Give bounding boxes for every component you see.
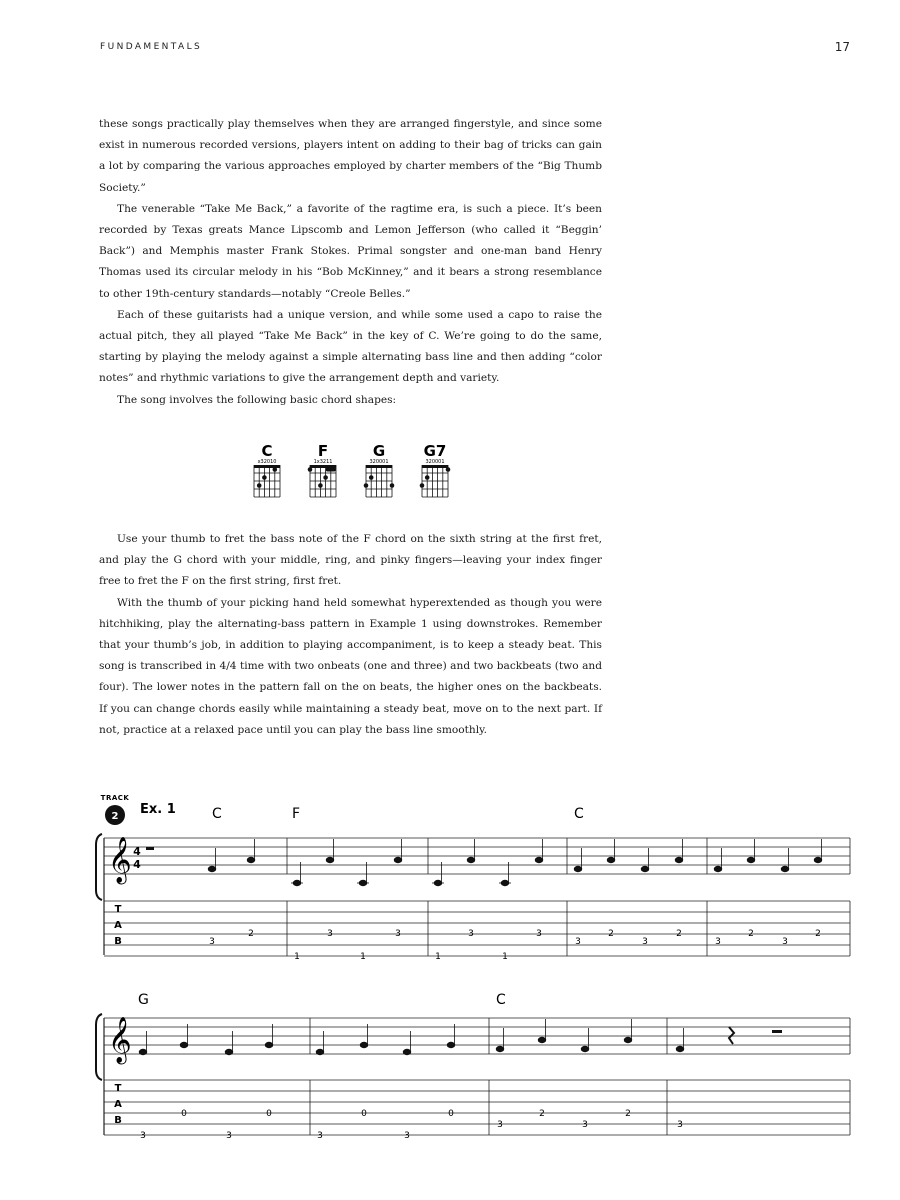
body-text-bottom [99,529,602,741]
track-label: TRACK [100,794,130,802]
chord-fingering: x32010 [257,459,277,465]
tab-number: 3 [404,1131,410,1141]
tab-number: 3 [140,1131,146,1141]
time-signature-top: 4 [133,845,141,858]
tab-number: 1 [360,952,366,962]
tab-number: 2 [539,1109,545,1119]
tab-number: 3 [395,929,401,939]
tab-number: 1 [294,952,300,962]
paragraph: With the thumb of your picking hand held somewhat hyperextended as though you were hitchhiking, play the alternating-bass pattern in Example 1 using downstrokes. Remember that your thumb’s job, in addition to playing accompaniment, is to keep a steady beat. This song is transcribed in 4/4 time with two onbeats (one and three) and two backbeats (two and four). The lower notes in the pattern fall on the on beats, the higher ones on the backbeats. If you can change chords easily while maintaining a steady beat, move on to the next part. If not, practice at a relaxed pace until you can play the bass line smoothly. [99,596,602,736]
notes-system-2 [139,1019,684,1055]
tab-number: 0 [266,1109,272,1119]
example-title: Ex. 1 [140,802,176,817]
tab-numbers-system-2 [140,1109,683,1141]
chord-name: C [261,442,273,460]
tab-number: 1 [502,952,508,962]
tab-number: 3 [582,1120,588,1130]
body-text-top [99,114,602,411]
chord-fingering: 1x3211 [313,459,333,465]
chord-symbol: C [212,806,222,822]
tab-number: 3 [317,1131,323,1141]
tab-number: 3 [575,937,581,947]
treble-clef: 𝄞 [108,837,132,883]
time-signature-bottom: 4 [133,858,141,871]
tab-label-b: B [114,1115,122,1126]
tab-number: 3 [497,1120,503,1130]
tab-number: 3 [226,1131,232,1141]
chord-name: G7 [423,442,447,460]
chord-diagram-g7 [420,442,451,497]
tab-number: 0 [448,1109,454,1119]
chord-symbol: G [138,992,149,1008]
standard-staff-2 [104,1018,850,1135]
section-title: FUNDAMENTALS [100,42,203,52]
music-example [0,780,900,1160]
tab-number: 3 [782,937,788,947]
chord-fingering: 320001 [369,459,389,465]
chord-diagram-f [308,442,336,497]
tab-number: 0 [181,1109,187,1119]
tab-staff-2 [104,1080,850,1135]
tab-label-b: B [114,936,122,947]
paragraph: The song involves the following basic chord shapes: [117,393,397,406]
paragraph: Use your thumb to fret the bass note of the F chord on the sixth string at the first fret, and play the G chord with your middle, ring, and pinky fingers—leaving your index finger free to fret the F on the first string, first fret. [99,533,602,588]
tab-number: 2 [625,1109,631,1119]
chord-name: F [317,442,329,460]
tab-number: 3 [468,929,474,939]
tab-label-t: T [114,904,122,915]
tab-number: 0 [361,1109,367,1119]
tab-number: 2 [608,929,614,939]
page-number: 17 [834,40,850,54]
chord-diagram-c [254,442,280,497]
tab-number: 3 [642,937,648,947]
tab-label-a: A [114,920,122,931]
chord-fingering: 320001 [425,459,445,465]
paragraph: these songs practically play themselves when they are arranged fingerstyle, and since some exist in numerous recorded versions, players intent on adding to their bag of tricks can gain a lot by comparing the various approaches employed by charter members of the “Big Thumb Society.” [99,118,602,194]
tab-number: 2 [676,929,682,939]
tab-number: 3 [209,937,215,947]
chord-name: G [372,442,386,460]
track-badge [101,794,130,825]
track-number: 2 [111,811,119,822]
tab-number: 3 [327,929,333,939]
tab-number: 1 [435,952,441,962]
chord-symbol: C [496,992,506,1008]
running-header [100,42,850,62]
chord-symbol: C [574,806,584,822]
chord-diagrams [240,440,470,510]
tab-number: 3 [677,1120,683,1130]
chord-symbol: F [292,806,301,822]
treble-clef: 𝄞 [108,1017,132,1063]
tab-number: 3 [536,929,542,939]
notes-system-1 [208,839,822,886]
tab-number: 3 [715,937,721,947]
paragraph: Each of these guitarists had a unique version, and while some used a capo to raise the actual pitch, they all played “Take Me Back” in the key of C. We’re going to do the same, starting by playing the melody against a simple alternating bass line and then adding “color notes” and rhythmic variations to give the arrangement depth and variety. [99,308,602,385]
chord-diagram-g [364,442,395,497]
tab-number: 2 [748,929,754,939]
tab-label-a: A [114,1099,122,1110]
paragraph: The venerable “Take Me Back,” a favorite of the ragtime era, is such a piece. It’s been recorded by Texas greats Mance Lipscomb and Lemon Jefferson (who called it “Beggin’ Back”) and Memphis master Frank Stokes. Primal songster and one-man band Henry Thomas used its circular melody in his “Bob McKinney,” and it bears a strong resemblance to other 19th-century standards—notably “Creole Belles.” [99,202,602,300]
tab-label-t: T [114,1083,122,1094]
tab-number: 2 [815,929,821,939]
tab-staff-1 [104,901,850,956]
tab-number: 2 [248,929,254,939]
